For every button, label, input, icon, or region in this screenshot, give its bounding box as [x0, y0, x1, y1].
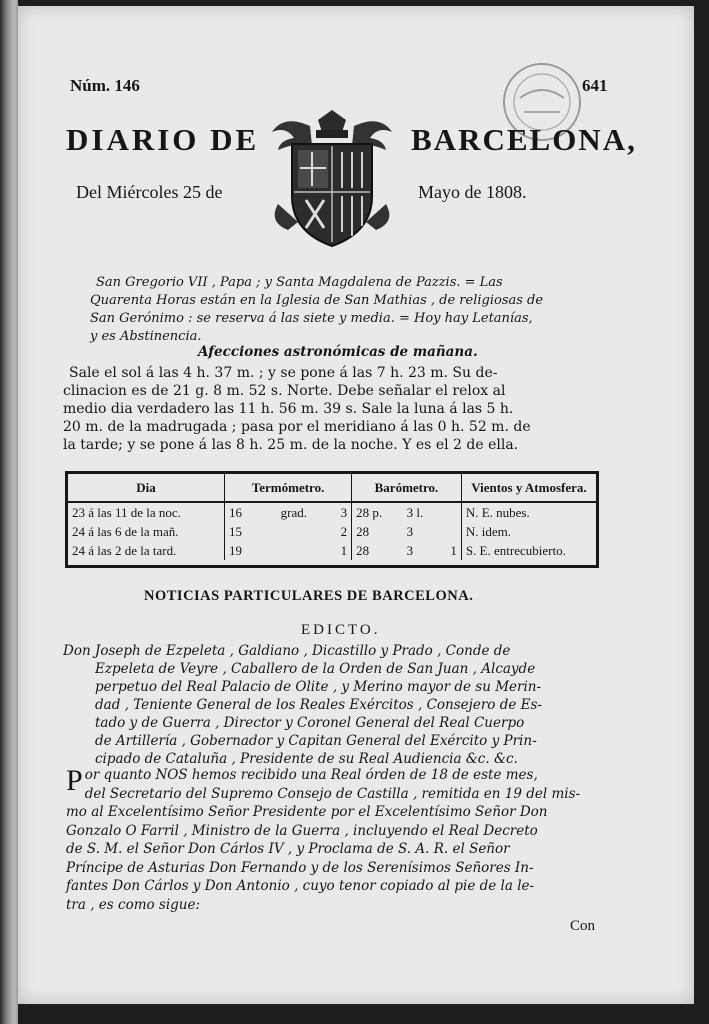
edict-line: Ezpeleta de Veyre , Caballero de la Orden de San Juan , Alcayde [95, 661, 536, 677]
table-cell: 2 [325, 522, 352, 541]
astronomy-paragraph [63, 364, 603, 454]
table-cell [439, 502, 461, 522]
edict-preamble [63, 642, 603, 768]
date-right: Mayo de 1808. [418, 182, 527, 202]
table-cell: 3 [406, 542, 414, 558]
body-line: del Secretario del Supremo Consejo de Castilla , remitida en 19 del mis- [84, 785, 581, 802]
body-line: mo al Excelentísimo Señor Presidente por el Excelentísimo Señor Don [66, 804, 548, 820]
table-cell [439, 522, 461, 541]
weather-table [65, 471, 599, 568]
body-line: Gonzalo O Farril , Ministro de la Guerra , incluyendo el Real Decreto [66, 822, 538, 839]
table-header-row [68, 474, 596, 502]
header-termometro: Termómetro. [225, 474, 352, 502]
table-cell [263, 541, 325, 560]
header-barometro: Barómetro. [352, 474, 462, 502]
table-cell: 3 l. [406, 504, 424, 520]
saints-line: y es Abstinencia. [90, 329, 202, 344]
table-row [68, 502, 596, 522]
book-gutter [0, 0, 18, 1024]
table-cell: 28 p. [356, 504, 383, 520]
body-line: Príncipe de Asturias Don Fernando y de los Serenísimos Señores In- [66, 859, 534, 876]
astronomy-subheading: Afecciones astronómicas de mañana. [198, 344, 478, 360]
table-cell: 24 á las 2 de la tard. [68, 541, 225, 560]
astronomy-line: la tarde; y se pone á las 8 h. 25 m. de la noche. Y es el 2 de ella. [63, 437, 519, 453]
header-dia: Dia [68, 474, 225, 502]
body-line: or quanto NOS hemos recibido una Real órden de 18 de este mes, [84, 767, 538, 783]
edict-line: tado y de Guerra , Director y Coronel General del Real Cuerpo [95, 715, 525, 731]
astronomy-line: 20 m. de la madrugada ; pasa por el meridiano á las 0 h. 52 m. de [63, 419, 531, 435]
table-cell: 23 á las 11 de la noc. [68, 502, 225, 522]
edict-title: EDICTO. [301, 622, 381, 638]
table-cell [263, 522, 325, 541]
table-cell: S. E. entrecubierto. [465, 542, 566, 558]
table-cell: N. E. nubes. [465, 504, 530, 520]
date-left: Del Miércoles 25 de [76, 182, 223, 202]
astronomy-line: medio dia verdadero las 11 h. 56 m. 39 s. Sale la luna á las 5 h. [63, 401, 514, 417]
table-cell: 1 [325, 541, 352, 560]
news-heading: NOTICIAS PARTICULARES DE BARCELONA. [144, 588, 474, 604]
coat-of-arms-icon [258, 104, 406, 254]
table-cell: 28 [356, 523, 370, 539]
masthead-title-left: DIARIO DE [66, 122, 260, 157]
issue-number: Núm. 146 [70, 76, 140, 95]
table-cell: 3 [325, 502, 352, 522]
edict-line: dad , Teniente General de los Reales Exércitos , Consejero de Es- [95, 697, 542, 713]
table-cell: 16 [229, 504, 242, 520]
table-cell: N. idem. [465, 523, 511, 539]
newspaper-page [18, 6, 694, 1004]
edict-line: cipado de Cataluña , Presidente de su Real Audiencia &c. &c. [95, 751, 518, 767]
saints-notice [90, 274, 600, 346]
catchword: Con [570, 918, 596, 934]
table-cell: 28 [356, 542, 370, 558]
drop-cap: P [66, 764, 83, 797]
table-cell: grad. [280, 504, 308, 520]
astronomy-line: Sale el sol á las 4 h. 37 m. ; y se pone á las 7 h. 23 m. Su de- [69, 365, 498, 381]
body-line: fantes Don Cárlos y Don Antonio , cuyo tenor copiado al pie de la le- [66, 878, 535, 894]
header-vientos: Vientos y Atmosfera. [461, 474, 596, 502]
saints-line: Quarenta Horas están en la Iglesia de San Mathias , de religiosas de [90, 293, 544, 308]
astronomy-line: clinacion es de 21 g. 8 m. 52 s. Norte. Debe señalar el relox al [63, 383, 506, 399]
table-cell: 19 [229, 542, 242, 558]
edict-line: perpetuo del Real Palacio de Olite , y Merino mayor de su Merin- [95, 679, 542, 695]
table-cell: 3 [406, 523, 414, 539]
edict-body [66, 766, 604, 914]
table-row [68, 541, 596, 560]
body-line: tra , es como sigue: [66, 896, 201, 913]
saints-line: San Gregorio VII , Papa ; y Santa Magdalena de Pazzis. = Las [96, 275, 503, 290]
table-row [68, 522, 596, 541]
page-number: 641 [582, 76, 608, 95]
table-cell: 15 [229, 523, 242, 539]
table-cell: 1 [439, 541, 461, 560]
edict-line: de Artillería , Gobernador y Capitan General del Exército y Prin- [95, 733, 537, 749]
table-cell: 24 á las 6 de la mañ. [68, 522, 225, 541]
edict-line: Don Joseph de Ezpeleta , Galdiano , Dicastillo y Prado , Conde de [63, 643, 511, 659]
body-line: de S. M. el Señor Don Cárlos IV , y Proclama de S. A. R. el Señor [66, 841, 510, 857]
masthead-title-right: BARCELONA, [411, 122, 637, 157]
saints-line: San Gerónimo : se reserva á las siete y media. = Hoy hay Letanías, [90, 311, 533, 326]
